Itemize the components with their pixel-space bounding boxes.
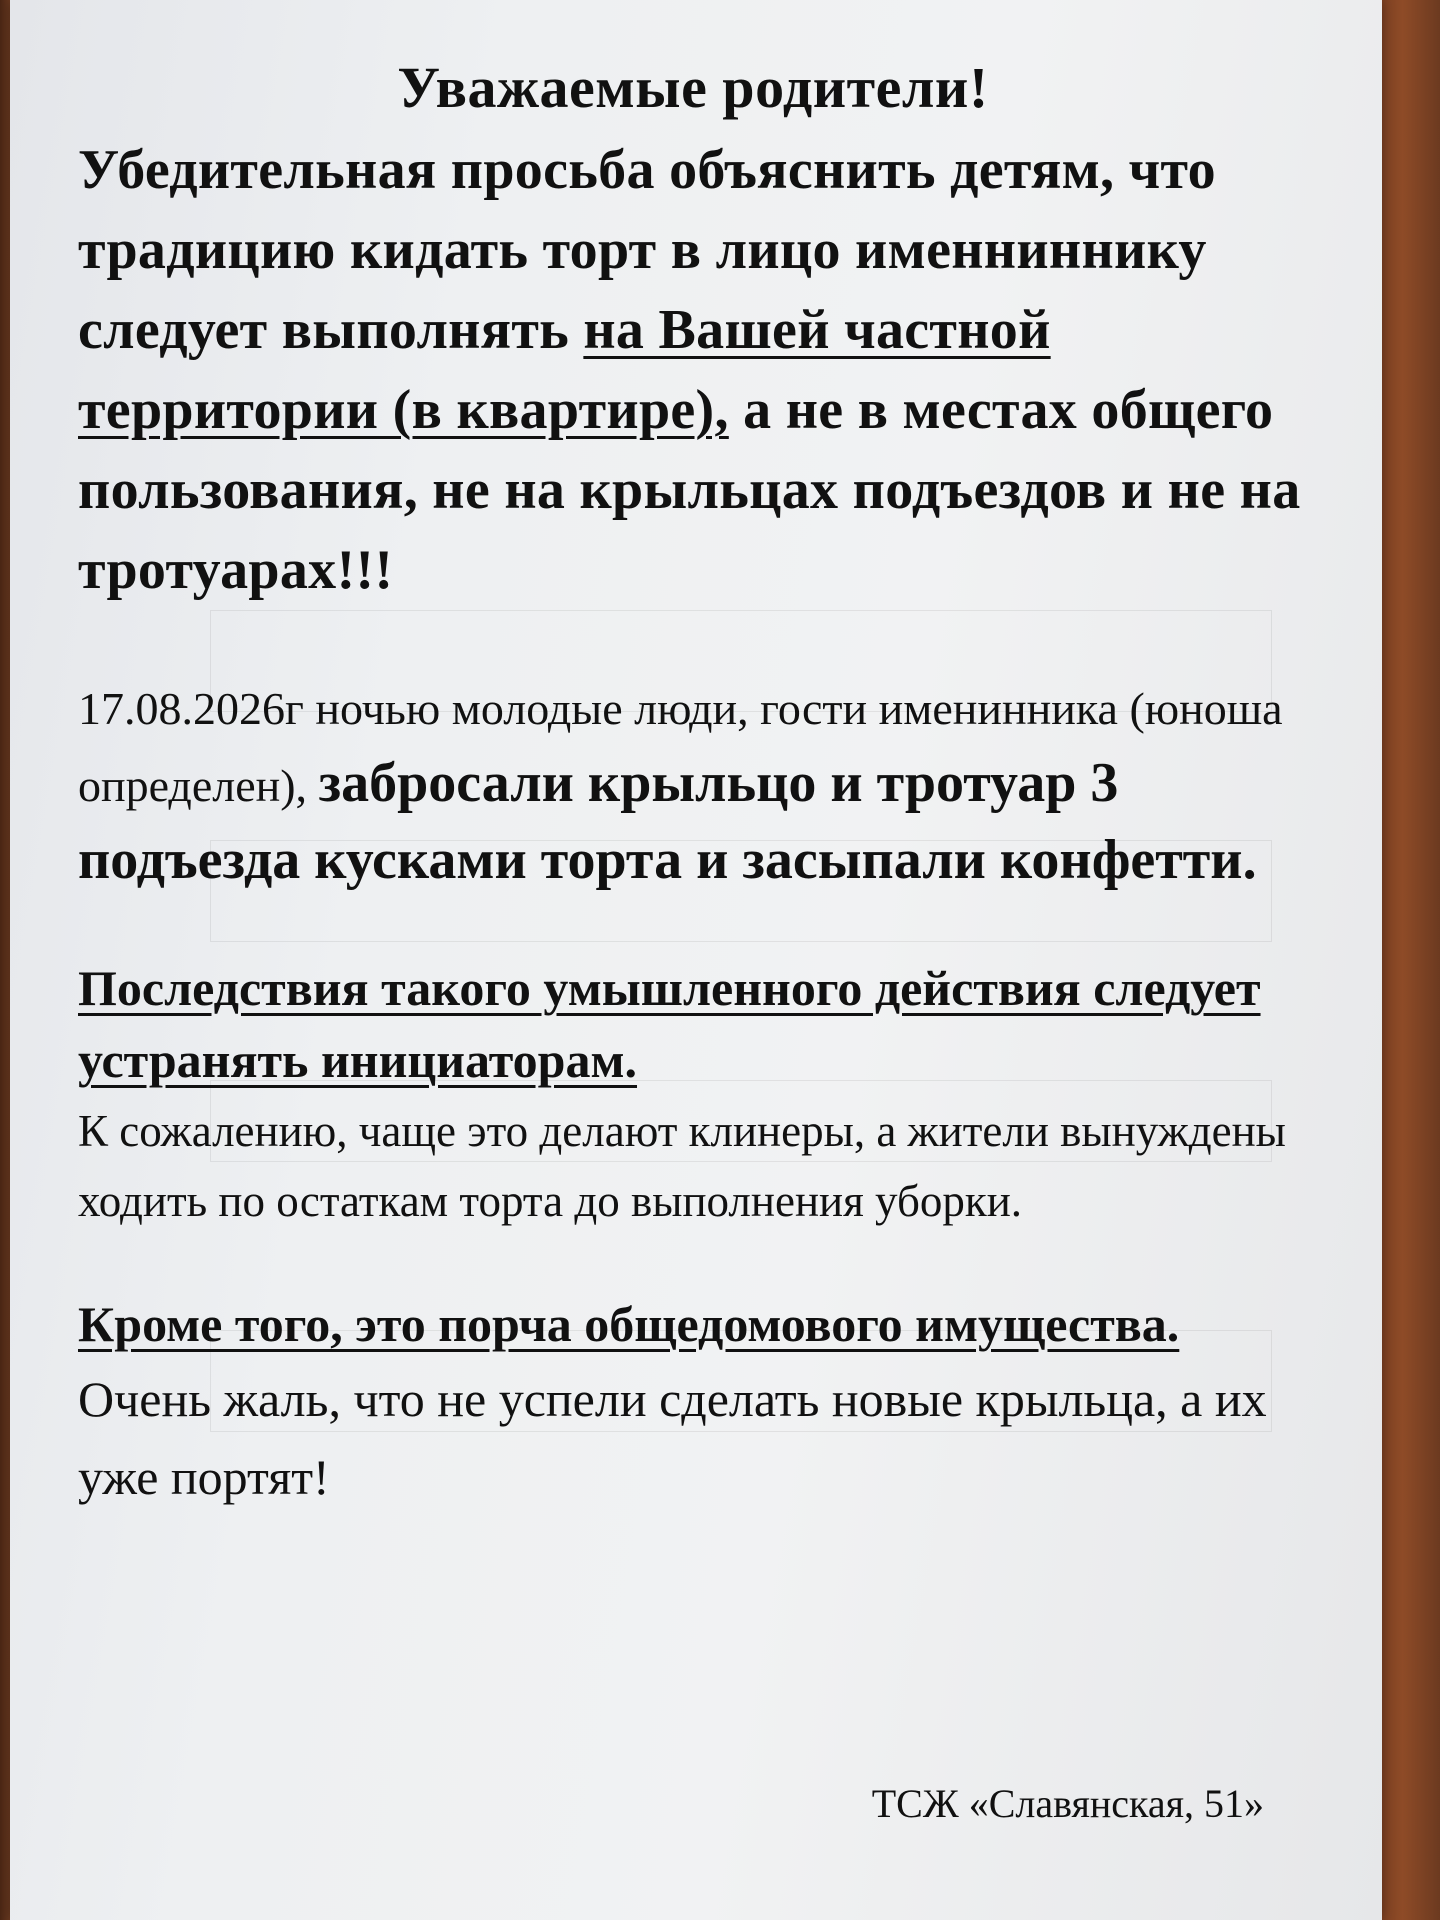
- spacer: [78, 1236, 1308, 1288]
- signature: ТСЖ «Славянская, 51»: [871, 1781, 1264, 1826]
- wood-background-right: [1378, 0, 1440, 1920]
- spacer: [78, 610, 1308, 672]
- closing-text: Очень жаль, что не успели сделать новые крыльца, а их уже портят!: [78, 1371, 1267, 1505]
- damage-heading-text: Кроме того, это порча общедомового имущества.: [78, 1296, 1180, 1352]
- notice-paper: [10, 0, 1382, 1920]
- consequences-heading: [78, 952, 1308, 1096]
- intro-text-part2: а не в местах общего пользования, не на крыльцах подъездов и не на тротуарах!!!: [78, 379, 1301, 601]
- intro-text-part1: Убедительная просьба объяснить детям, что традицию кидать торт в лицо именниннику следует выполнять: [78, 139, 1216, 361]
- notice-intro: [78, 130, 1308, 610]
- notice-content: [78, 52, 1308, 1516]
- event-text-regular: 17.08.2026г ночью молодые люди, гости именинника (юноша определен),: [78, 683, 1283, 811]
- damage-heading: [78, 1288, 1308, 1360]
- event-description: [78, 672, 1308, 900]
- notice-title: Уважаемые родители!: [397, 55, 989, 120]
- spacer: [78, 900, 1308, 952]
- consequences-heading-text: Последствия такого умышленного действия следует устранять инициаторам.: [78, 960, 1261, 1088]
- consequences-text: К сожалению, чаще это делают клинеры, а жители вынуждены ходить по остаткам торта до выполнения уборки.: [78, 1106, 1286, 1226]
- intro-text-underlined: на Вашей частной территории (в квартире),: [78, 299, 1051, 441]
- event-text-bold: забросали крыльцо и тротуар 3 подъезда кусками торта и засыпали конфетти.: [78, 752, 1257, 891]
